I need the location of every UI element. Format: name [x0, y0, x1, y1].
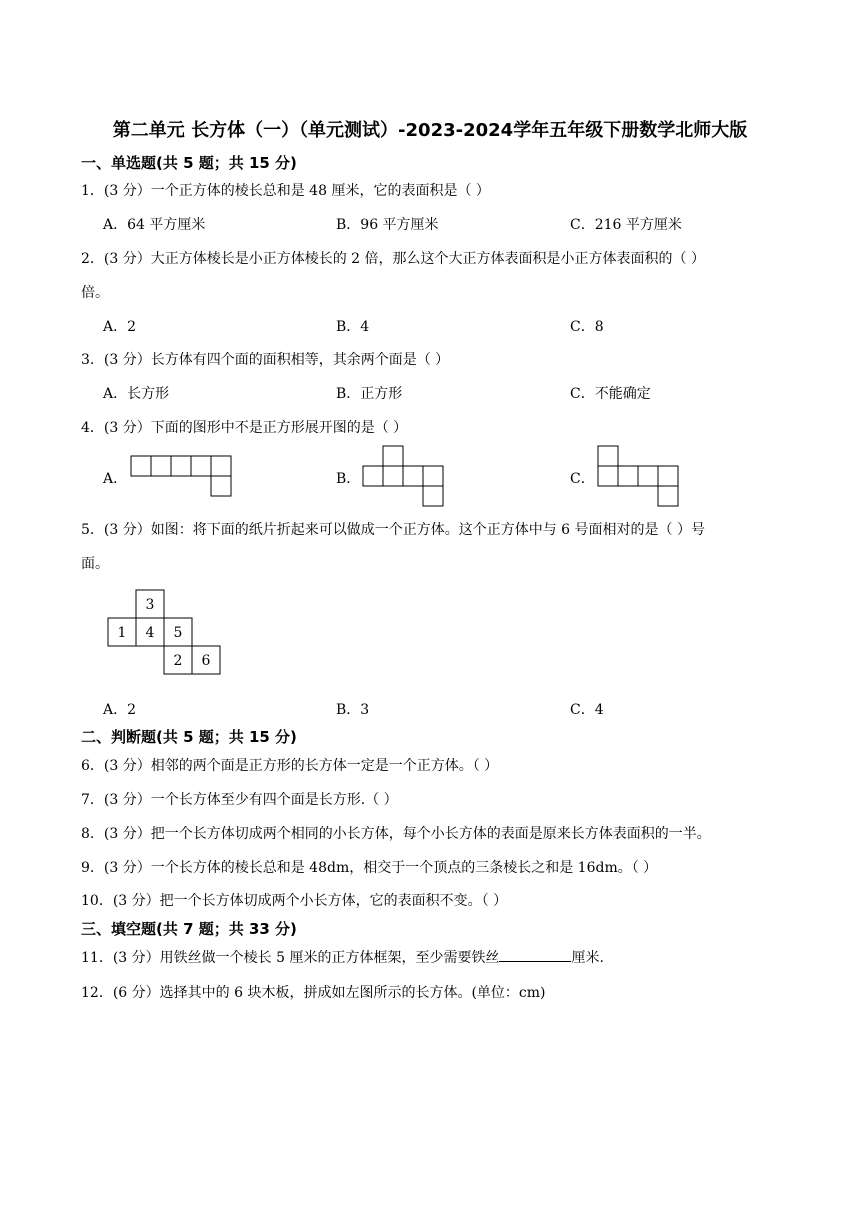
- page-title: 第二单元 长方体（一）（单元测试）-2023-2024学年五年级下册数学北师大版: [112, 120, 748, 141]
- section-heading-fill-blank: 三、填空题(共 7 题；共 33 分): [81, 920, 297, 938]
- net-face-label: 2: [173, 653, 183, 669]
- question-3: 3．(3 分）长方体有四个面的面积相等，其余两个面是（ ）: [81, 352, 450, 368]
- question-4: 4．(3 分）下面的图形中不是正方形展开图的是（ ）: [81, 420, 408, 436]
- section-heading-true-false: 二、判断题(共 5 题；共 15 分): [81, 728, 297, 746]
- question-5-continuation: 面。: [81, 556, 109, 572]
- q4-net-b-figure: [363, 446, 443, 506]
- question-8: 8．(3 分）把一个长方体切成两个相同的小长方体，每个小长方体的表面是原来长方体表面积的一半。: [81, 826, 711, 842]
- question-12: 12．(6 分）选择其中的 6 块木板，拼成如左图所示的长方体。(单位：cm): [81, 985, 546, 1001]
- q2-option-b: B．4: [336, 319, 370, 335]
- q1-option-a: A．64 平方厘米: [103, 217, 206, 233]
- question-2-continuation: 倍。: [81, 285, 109, 301]
- net-face-label: 1: [117, 625, 127, 641]
- question-10: 10．(3 分）把一个长方体切成两个小长方体，它的表面积不变。（ ）: [81, 893, 508, 909]
- q5-option-a: A．2: [103, 702, 137, 718]
- question-7: 7．(3 分）一个长方体至少有四个面是长方形.（ ）: [81, 792, 398, 808]
- net-face-label: 4: [145, 625, 155, 641]
- q4-option-c: C．: [570, 471, 595, 487]
- question-9: 9．(3 分）一个长方体的棱长总和是 48dm，相交于一个顶点的三条棱长之和是 16dm。（ ）: [81, 860, 658, 876]
- q4-option-b: B．: [336, 471, 361, 487]
- q5-option-b: B．3: [336, 702, 370, 718]
- q2-option-c: C．8: [570, 319, 604, 335]
- q3-option-a: A．长方形: [103, 386, 170, 402]
- question-5: 5．(3 分）如图：将下面的纸片折起来可以做成一个正方体。这个正方体中与 6 号面相对的是（ ）号: [81, 522, 705, 538]
- question-1: 1．(3 分）一个正方体的棱长总和是 48 厘米，它的表面积是（ ）: [81, 183, 490, 199]
- q1-option-b: B．96 平方厘米: [336, 217, 439, 233]
- q4-option-a: A．: [103, 471, 128, 487]
- net-face-label: 5: [173, 625, 183, 641]
- q3-option-b: B．正方形: [336, 386, 403, 402]
- question-6: 6．(3 分）相邻的两个面是正方形的长方体一定是一个正方体。（ ）: [81, 758, 499, 774]
- q1-option-c: C．216 平方厘米: [570, 217, 682, 233]
- q2-option-a: A．2: [103, 319, 137, 335]
- net-face-label: 3: [145, 597, 155, 613]
- q5-cube-net-figure: [108, 590, 222, 674]
- question-11: [81, 947, 604, 967]
- answer-blank[interactable]: [499, 947, 571, 962]
- net-face-label: 6: [201, 653, 211, 669]
- q5-option-c: C．4: [570, 702, 604, 718]
- section-heading-single-choice: 一、单选题(共 5 题；共 15 分): [81, 154, 297, 172]
- q3-option-c: C．不能确定: [570, 386, 651, 402]
- question-2: 2．(3 分）大正方体棱长是小正方体棱长的 2 倍，那么这个大正方体表面积是小正方体表面积的（ ）: [81, 251, 705, 267]
- question-11-unit: 厘米.: [571, 950, 604, 966]
- question-11-text: 11．(3 分）用铁丝做一个棱长 5 厘米的正方体框架，至少需要铁丝: [81, 950, 500, 966]
- q4-net-a-figure: [131, 456, 231, 496]
- q4-net-c-figure: [598, 446, 678, 506]
